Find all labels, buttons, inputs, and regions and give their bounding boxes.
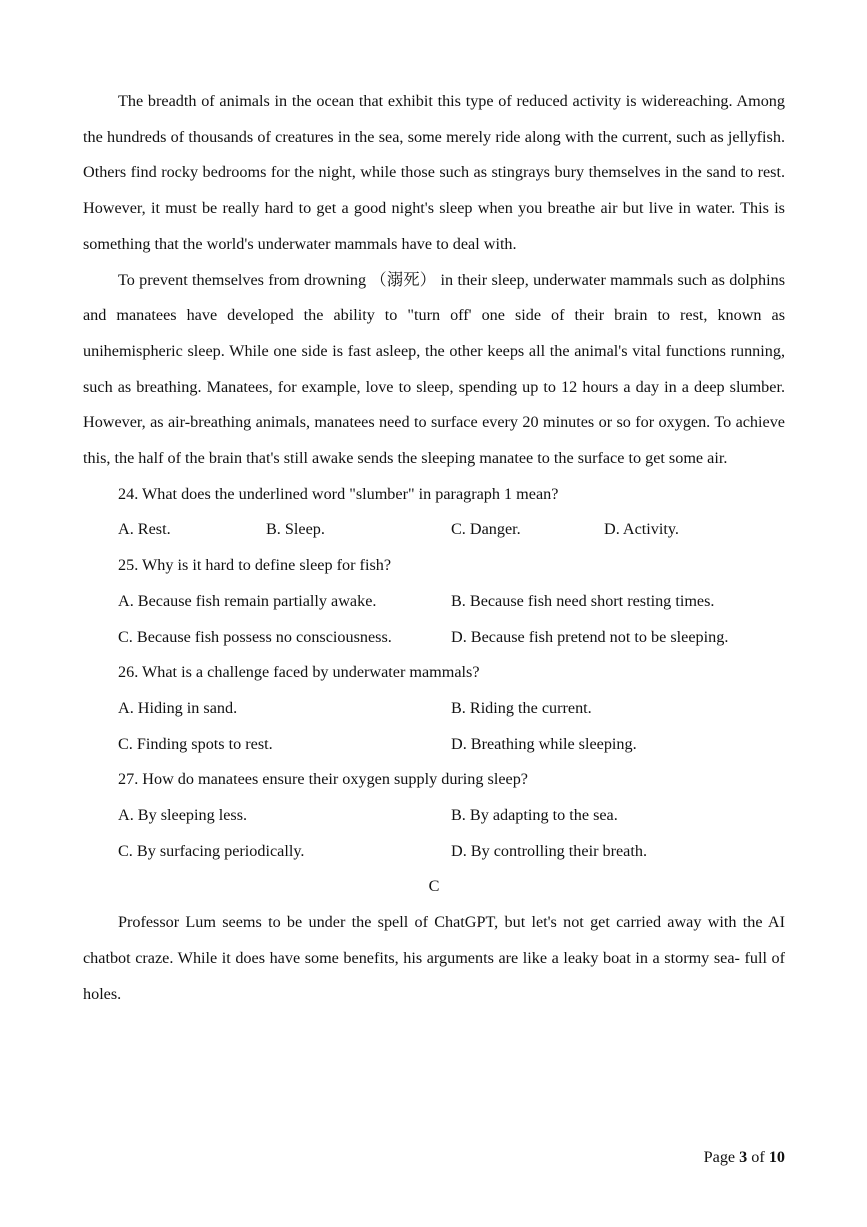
option-d: D. By controlling their breath. [451,841,648,860]
total-pages-number: 10 [768,1148,785,1166]
option-a: A. Rest. [118,520,171,539]
question-stem: 25. Why is it hard to define sleep for fish? [118,556,392,575]
question-25 [83,548,785,655]
passage-c [83,869,785,1012]
question-27 [83,762,785,869]
option-c: C. Because fish possess no consciousness. [118,627,392,646]
document-page [83,84,785,1012]
question-options-row-1 [83,691,785,727]
question-options-row-1 [83,798,785,834]
option-a: A. By sleeping less. [118,806,248,825]
question-26 [83,655,785,762]
question-options-row-2 [83,834,785,870]
question-options-row-1 [83,584,785,620]
question-options-row-2 [83,727,785,763]
passage-b-paragraph-2: To prevent themselves from drowning （溺死） in their sleep, underwater mammals such as dolphins and manatees have developed the ability to "turn off' one side of their brain to rest, known as unihemispheric sleep. While one side is fast asleep, the other keeps all the animal's vital functions running, such as breathing. Manatees, for example, love to sleep, spending up to 12 hours a day in a deep slumber. However, as air-breathing animals, manatees need to surface every 20 minutes or so for oxygen. To achieve this, the half of the brain that's still awake sends the sleeping manatee to the surface to get some air. [83,270,785,468]
question-stem: 24. What does the underlined word "slumber" in paragraph 1 mean? [118,484,559,503]
option-b: B. Sleep. [266,520,325,539]
passage-c-paragraph-1: Professor Lum seems to be under the spell of ChatGPT, but let's not get carried away with the AI chatbot craze. While it does have some benefits, his arguments are like a leaky boat in a stormy sea- full of holes. [83,913,785,1003]
current-page-number: 3 [739,1148,748,1166]
of-word: of [751,1148,765,1166]
option-c: C. Finding spots to rest. [118,734,273,753]
section-heading: C [428,877,440,896]
passage-b [83,84,785,477]
question-options [83,512,785,548]
option-d: D. Activity. [604,520,679,539]
question-stem: 27. How do manatees ensure their oxygen supply during sleep? [118,770,528,789]
question-stem: 26. What is a challenge faced by underwater mammals? [118,663,480,682]
option-d: D. Breathing while sleeping. [451,734,637,753]
option-b: B. Because fish need short resting times. [451,591,715,610]
option-b: B. Riding the current. [451,698,592,717]
option-b: B. By adapting to the sea. [451,806,618,825]
question-24 [83,477,785,548]
passage-b-paragraph-1: The breadth of animals in the ocean that exhibit this type of reduced activity is widereaching. Among the hundreds of thousands of creatures in the sea, some merely ride along with the current, such as jellyfish. Others find rocky bedrooms for the night, while those such as stingrays bury themselves in the sand to rest. However, it must be really hard to get a good night's sleep when you breathe air but live in water. This is something that the world's underwater mammals have to deal with. [83,92,785,253]
question-options-row-2 [83,620,785,656]
option-c: C. Danger. [451,520,521,539]
page-footer [704,1148,785,1167]
option-a: A. Hiding in sand. [118,698,238,717]
option-d: D. Because fish pretend not to be sleeping. [451,627,729,646]
page-word: Page [703,1148,736,1166]
option-a: A. Because fish remain partially awake. [118,591,377,610]
option-c: C. By surfacing periodically. [118,841,305,860]
